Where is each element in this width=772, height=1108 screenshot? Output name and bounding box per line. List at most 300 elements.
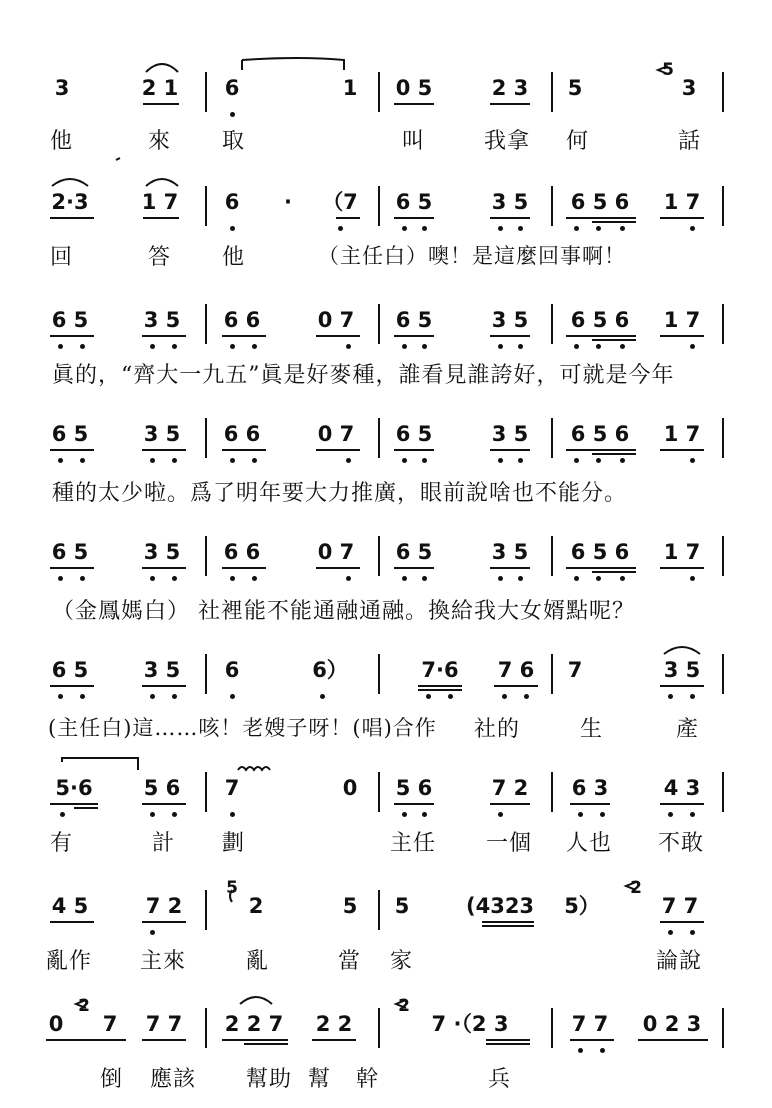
note: 1 7 (663, 422, 701, 446)
note: 6 5 (395, 308, 433, 332)
octave-dot (502, 694, 507, 699)
grace-note: 2 (78, 996, 90, 1016)
lyric: 何 (566, 129, 590, 154)
grace-note: 5 (662, 60, 674, 80)
lyric: 亂作 (46, 949, 93, 974)
lyrics-row-7 (0, 826, 772, 856)
lyric: 主任 (390, 831, 437, 856)
octave-dot (596, 344, 601, 349)
underline (222, 335, 266, 337)
lyrics-row-3 (0, 358, 772, 388)
underline (222, 1039, 288, 1041)
underline (312, 1039, 356, 1041)
lyric: 計 (152, 831, 176, 856)
octave-dot (58, 576, 63, 581)
underline (566, 217, 636, 219)
note: 2 2 7 (224, 1012, 284, 1036)
lyric: 他 (222, 245, 246, 270)
octave-dot (422, 344, 427, 349)
lyrics-row-8 (0, 944, 772, 974)
note: 3 5 (491, 308, 529, 332)
underline (490, 803, 530, 805)
underline (394, 803, 434, 805)
note: 3 5 (491, 190, 529, 214)
underline (394, 335, 434, 337)
octave-dot (230, 812, 235, 817)
notation-row-5 (0, 522, 772, 578)
lyric: 不敢 (658, 831, 705, 856)
notation-row-2 (0, 172, 772, 228)
note: 1 7 (141, 190, 179, 214)
underline (142, 803, 186, 805)
notation-row-1 (0, 58, 772, 114)
lyric: 來 (148, 129, 172, 154)
underline (660, 217, 704, 219)
note: 6 5 (51, 308, 89, 332)
note: 7·6 (421, 658, 459, 682)
note: 7 6 (497, 658, 535, 682)
octave-dot (620, 576, 625, 581)
octave-dot (600, 1048, 605, 1053)
octave-dot (402, 812, 407, 817)
lyric: 取 (222, 129, 246, 154)
underline (638, 1039, 708, 1041)
octave-dot (252, 458, 257, 463)
note: 6 5 (51, 422, 89, 446)
note: 3 5 (143, 540, 181, 564)
octave-dot (58, 458, 63, 463)
underline (660, 921, 704, 923)
octave-dot (574, 458, 579, 463)
note: 7 (224, 776, 240, 800)
underline (494, 685, 538, 687)
octave-dot (690, 694, 695, 699)
underline (486, 1043, 530, 1045)
note: 2 3 (491, 76, 529, 100)
octave-dot (320, 694, 325, 699)
note: 6 3 (571, 776, 609, 800)
lyric: 幫助 (246, 1067, 293, 1092)
lyric: 主來 (140, 949, 187, 974)
note: 5 (394, 894, 410, 918)
notation-row-9 (0, 994, 772, 1050)
underline (490, 449, 530, 451)
octave-dot (346, 458, 351, 463)
underline (418, 685, 462, 687)
lyric: 答 (148, 245, 172, 270)
note: 1 (342, 76, 358, 100)
note: 5·6 (55, 776, 93, 800)
octave-dot (346, 576, 351, 581)
note: 5 6 (395, 776, 433, 800)
note: 6 5 6 (570, 540, 630, 564)
underline (592, 339, 636, 341)
bar-line (378, 418, 380, 458)
octave-dot (578, 812, 583, 817)
octave-dot (668, 930, 673, 935)
lyric-spoken: 種的太少啦。爲了明年要大力推廣，眼前說啥也不能分。 (52, 481, 628, 506)
note: 6 (224, 76, 240, 100)
note: 3 5 (143, 422, 181, 446)
bar-line (551, 304, 553, 344)
bar-line (551, 536, 553, 576)
lyrics-row-9 (0, 1062, 772, 1092)
underline (142, 1039, 186, 1041)
underline (660, 803, 704, 805)
lyric: 回 (50, 245, 74, 270)
bar-line (722, 418, 724, 458)
note: 0 2 3 (642, 1012, 702, 1036)
octave-dot (518, 458, 523, 463)
underline (490, 217, 530, 219)
note: 0 7 (317, 308, 355, 332)
octave-dot (150, 576, 155, 581)
octave-dot (518, 576, 523, 581)
lyric-spoken: （金鳳媽白） 社裡能不能通融通融。換給我大女婿點呢？ (52, 599, 635, 624)
octave-dot (172, 344, 177, 349)
octave-dot (620, 458, 625, 463)
lyrics-row-2 (0, 240, 772, 270)
octave-dot (230, 458, 235, 463)
note: 2 1 (141, 76, 179, 100)
lyric: 幹 (356, 1067, 380, 1092)
underline (394, 567, 434, 569)
lyrics-row-5 (0, 594, 772, 624)
bar-line (722, 654, 724, 694)
note: 7 7 (571, 1012, 609, 1036)
note: 3 5 (491, 422, 529, 446)
octave-dot (150, 344, 155, 349)
lyrics-row-4 (0, 476, 772, 506)
note: 0 7 (317, 540, 355, 564)
underline (222, 449, 266, 451)
octave-dot (60, 812, 65, 817)
octave-dot (230, 344, 235, 349)
underline (142, 685, 186, 687)
underline (660, 449, 704, 451)
note: 6 5 (51, 658, 89, 682)
note: (4323 (466, 894, 535, 918)
note: （7 (322, 190, 358, 214)
octave-dot (172, 458, 177, 463)
underline (570, 1039, 614, 1041)
octave-dot (498, 812, 503, 817)
lyric-spoken: （主任白）噢！是這麼回事啊！ (318, 244, 626, 268)
octave-dot (402, 226, 407, 231)
underline (50, 217, 94, 219)
bar-line (378, 772, 380, 812)
note: 1 7 (663, 190, 701, 214)
bar-line (378, 536, 380, 576)
note: 4 3 (663, 776, 701, 800)
underline (566, 567, 636, 569)
note: 3 5 (143, 308, 181, 332)
note: 6 (224, 190, 240, 214)
note: 7 (567, 658, 583, 682)
underline (142, 335, 186, 337)
underline (316, 567, 360, 569)
octave-dot (230, 226, 235, 231)
octave-dot (58, 344, 63, 349)
lyric: 論說 (656, 949, 703, 974)
octave-dot (252, 576, 257, 581)
lyric: 人也 (566, 831, 613, 856)
notation-row-8 (0, 876, 772, 932)
lyric: 話 (678, 129, 702, 154)
underline (74, 807, 98, 809)
note: 3 (54, 76, 70, 100)
note: 0 7 (317, 422, 355, 446)
underline (592, 221, 636, 223)
octave-dot (518, 226, 523, 231)
note: 7 (102, 1012, 118, 1036)
notation-row-7 (0, 758, 772, 814)
lyric-spoken: 眞的，“齊大一九五”眞是好麥種，誰看見誰誇好，可就是今年 (52, 363, 675, 388)
note: 5 (342, 894, 358, 918)
lyric: 有 (50, 831, 74, 856)
bar-line (205, 1008, 207, 1048)
lyric: 產 (676, 717, 700, 742)
bar-line (722, 536, 724, 576)
octave-dot (448, 694, 453, 699)
note: 2 (248, 894, 264, 918)
underline (566, 335, 636, 337)
lyric: 當 (338, 949, 362, 974)
octave-dot (338, 226, 343, 231)
note: 6 5 6 (570, 308, 630, 332)
note: 6 5 (395, 190, 433, 214)
note: 6 5 (395, 540, 433, 564)
note: 1 7 (663, 308, 701, 332)
bar-line (551, 772, 553, 812)
bar-line (551, 186, 553, 226)
lyric: 兵 (488, 1067, 512, 1092)
note: 6 5 (395, 422, 433, 446)
underline (142, 567, 186, 569)
note: 0 5 (395, 76, 433, 100)
underline (482, 921, 534, 923)
note: 2 2 (315, 1012, 353, 1036)
lyric: 幫 (308, 1067, 332, 1092)
bar-line (722, 1008, 724, 1048)
grace-note: 2 (398, 996, 410, 1016)
underline (143, 103, 179, 105)
lyric: 一個 (486, 831, 533, 856)
octave-dot (498, 226, 503, 231)
underline (592, 453, 636, 455)
underline (490, 335, 530, 337)
octave-dot (596, 458, 601, 463)
note: 3 5 (491, 540, 529, 564)
octave-dot (690, 458, 695, 463)
bar-line (205, 536, 207, 576)
notation-row-6 (0, 640, 772, 696)
underline (660, 685, 704, 687)
lyric: 應該 (150, 1067, 197, 1092)
bar-line (722, 72, 724, 112)
note: 6） (312, 658, 348, 682)
octave-dot (58, 694, 63, 699)
octave-dot (690, 344, 695, 349)
lyric: 亂 (246, 949, 270, 974)
octave-dot (252, 344, 257, 349)
note: 4 5 (51, 894, 89, 918)
note: 0 (342, 776, 358, 800)
note: 6 6 (223, 540, 261, 564)
lyric: 我拿 (484, 129, 531, 154)
underline (566, 449, 636, 451)
underline (394, 449, 434, 451)
octave-dot (402, 576, 407, 581)
underline (418, 689, 462, 691)
octave-dot (668, 812, 673, 817)
octave-dot (80, 576, 85, 581)
octave-dot (150, 694, 155, 699)
octave-dot (690, 812, 695, 817)
note: 6 5 6 (570, 422, 630, 446)
note: 5 (567, 76, 583, 100)
octave-dot (80, 344, 85, 349)
bar-line (722, 772, 724, 812)
octave-dot (690, 576, 695, 581)
underline (490, 567, 530, 569)
octave-dot (574, 576, 579, 581)
underline (50, 921, 94, 923)
underline (222, 567, 266, 569)
underline (244, 1043, 288, 1045)
octave-dot (80, 458, 85, 463)
lyric: 社的 (474, 717, 521, 742)
octave-dot (690, 226, 695, 231)
underline (50, 685, 94, 687)
note: 5） (564, 894, 600, 918)
bar-line (205, 304, 207, 344)
lyrics-row-1 (0, 124, 772, 154)
bar-line (378, 654, 380, 694)
octave-dot (620, 344, 625, 349)
grace-note: 2 (630, 878, 642, 898)
notation-row-4 (0, 404, 772, 460)
lyric: 家 (390, 949, 414, 974)
underline (490, 103, 530, 105)
note: 3 5 (663, 658, 701, 682)
lyric: 劃 (222, 831, 246, 856)
underline (592, 571, 636, 573)
octave-dot (346, 344, 351, 349)
octave-dot (230, 576, 235, 581)
lyric-spoken: (主任白)這……咳！老嫂子呀！(唱)合作 (48, 716, 437, 740)
octave-dot (150, 930, 155, 935)
octave-dot (690, 930, 695, 935)
octave-dot (574, 226, 579, 231)
underline (482, 925, 534, 927)
notation-row-3 (0, 290, 772, 346)
octave-dot (518, 344, 523, 349)
note: 6 6 (223, 422, 261, 446)
octave-dot (80, 694, 85, 699)
underline (316, 335, 360, 337)
note: 7 2 (145, 894, 183, 918)
underline (50, 803, 98, 805)
underline (570, 803, 610, 805)
octave-dot (498, 344, 503, 349)
octave-dot (172, 694, 177, 699)
octave-dot (422, 458, 427, 463)
octave-dot (596, 576, 601, 581)
octave-dot (578, 1048, 583, 1053)
octave-dot (422, 576, 427, 581)
note: 3 (681, 76, 697, 100)
octave-dot (426, 694, 431, 699)
lyric: 他 (50, 129, 74, 154)
lyric: 叫 (402, 129, 426, 154)
note: 6 6 (223, 308, 261, 332)
octave-dot (422, 226, 427, 231)
underline (142, 449, 186, 451)
note: 6 (224, 658, 240, 682)
underline (394, 217, 434, 219)
underline (394, 103, 434, 105)
octave-dot (668, 694, 673, 699)
octave-dot (600, 812, 605, 817)
bar-line (205, 418, 207, 458)
note: 0 (48, 1012, 64, 1036)
underline (50, 567, 94, 569)
octave-dot (172, 576, 177, 581)
bar-line (722, 186, 724, 226)
underline (50, 449, 94, 451)
underline (46, 1039, 126, 1041)
note: 7 7 (661, 894, 699, 918)
note: 5 6 (143, 776, 181, 800)
octave-dot (402, 458, 407, 463)
underline (486, 1039, 530, 1041)
underline (50, 335, 94, 337)
octave-dot (574, 344, 579, 349)
stray-mark (116, 158, 120, 160)
octave-dot (150, 812, 155, 817)
octave-dot (402, 344, 407, 349)
octave-dot (150, 458, 155, 463)
underline (143, 217, 179, 219)
bar-line (551, 1008, 553, 1048)
octave-dot (230, 694, 235, 699)
bar-line (551, 418, 553, 458)
octave-dot (172, 812, 177, 817)
bar-line (722, 304, 724, 344)
note: 1 7 (663, 540, 701, 564)
note: 6 5 6 (570, 190, 630, 214)
octave-dot (498, 576, 503, 581)
underline (660, 335, 704, 337)
underline (336, 217, 360, 219)
note: 7 7 (145, 1012, 183, 1036)
octave-dot (230, 112, 235, 117)
bar-line (378, 72, 380, 112)
octave-dot (498, 458, 503, 463)
bar-line (378, 304, 380, 344)
note: 6 5 (51, 540, 89, 564)
note: 7 2 (491, 776, 529, 800)
note: 2·3 (51, 190, 89, 214)
underline (142, 921, 186, 923)
bar-line (378, 186, 380, 226)
octave-dot (620, 226, 625, 231)
octave-dot (422, 812, 427, 817)
underline (660, 567, 704, 569)
lyric: 倒 (100, 1067, 124, 1092)
grace-note: 5 (226, 878, 238, 898)
